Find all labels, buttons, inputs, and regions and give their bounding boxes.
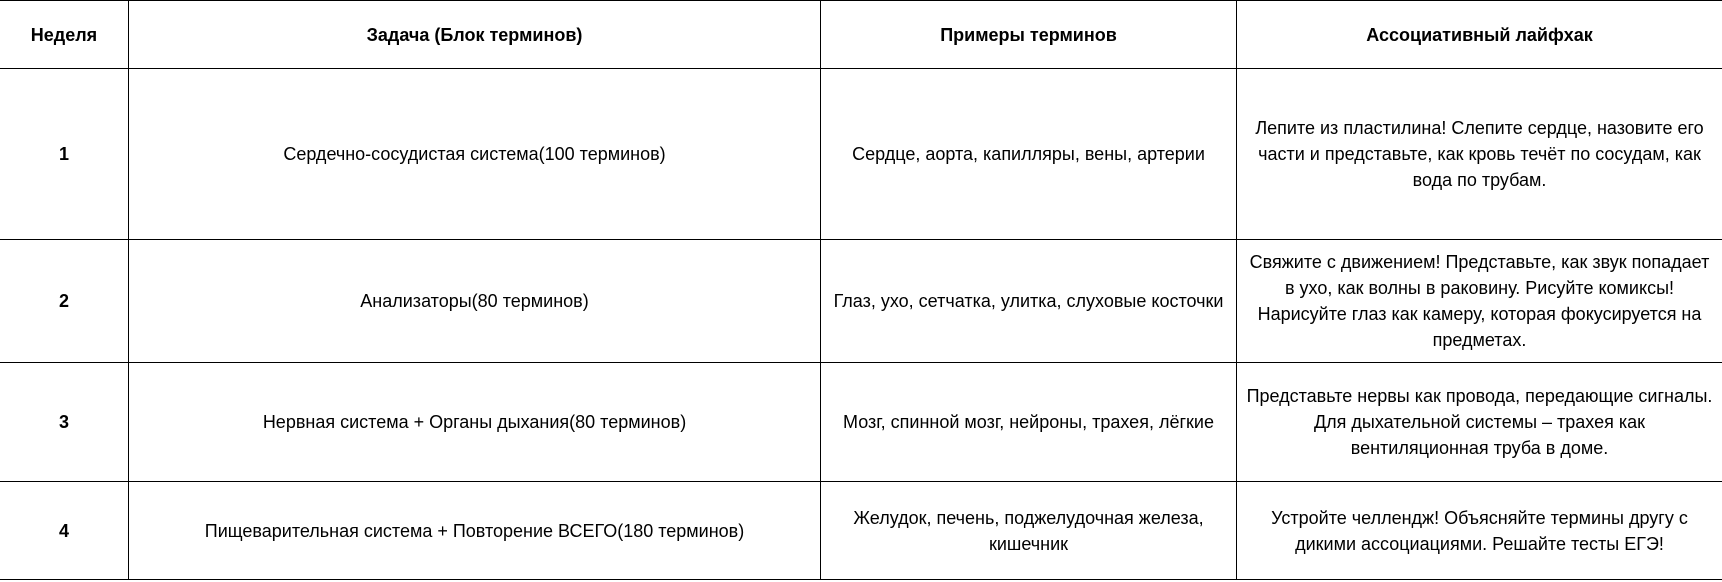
week-number: 1 [0, 69, 129, 240]
table-row [0, 482, 1722, 580]
term-examples: Глаз, ухо, сетчатка, улитка, слуховые косточки [821, 240, 1237, 363]
association-lifehack: Представьте нервы как провода, передающие сигналы. Для дыхательной системы – трахея как вентиляционная труба в доме. [1237, 363, 1722, 482]
header-examples: Примеры терминов [821, 1, 1237, 69]
week-number: 2 [0, 240, 129, 363]
task-block: Нервная система + Органы дыхания(80 терминов) [129, 363, 821, 482]
header-week: Неделя [0, 1, 129, 69]
table-row [0, 363, 1722, 482]
table-row [0, 69, 1722, 240]
term-examples: Мозг, спинной мозг, нейроны, трахея, лёгкие [821, 363, 1237, 482]
association-lifehack: Лепите из пластилина! Слепите сердце, назовите его части и представьте, как кровь течёт по сосудам, как вода по трубам. [1237, 69, 1722, 240]
week-number: 4 [0, 482, 129, 580]
table-header-row [0, 1, 1722, 69]
association-lifehack: Свяжите с движением! Представьте, как звук попадает в ухо, как волны в раковину. Рисуйте комиксы! Нарисуйте глаз как камеру, которая фокусируется на предметах. [1237, 240, 1722, 363]
week-number: 3 [0, 363, 129, 482]
task-block: Анализаторы(80 терминов) [129, 240, 821, 363]
term-examples: Сердце, аорта, капилляры, вены, артерии [821, 69, 1237, 240]
task-block: Сердечно-сосудистая система(100 терминов) [129, 69, 821, 240]
term-examples: Желудок, печень, поджелудочная железа, кишечник [821, 482, 1237, 580]
association-lifehack: Устройте челлендж! Объясняйте термины другу с дикими ассоциациями. Решайте тесты ЕГЭ! [1237, 482, 1722, 580]
header-task: Задача (Блок терминов) [129, 1, 821, 69]
header-lifehack: Ассоциативный лайфхак [1237, 1, 1722, 69]
table-row [0, 240, 1722, 363]
task-block: Пищеварительная система + Повторение ВСЕГО(180 терминов) [129, 482, 821, 580]
